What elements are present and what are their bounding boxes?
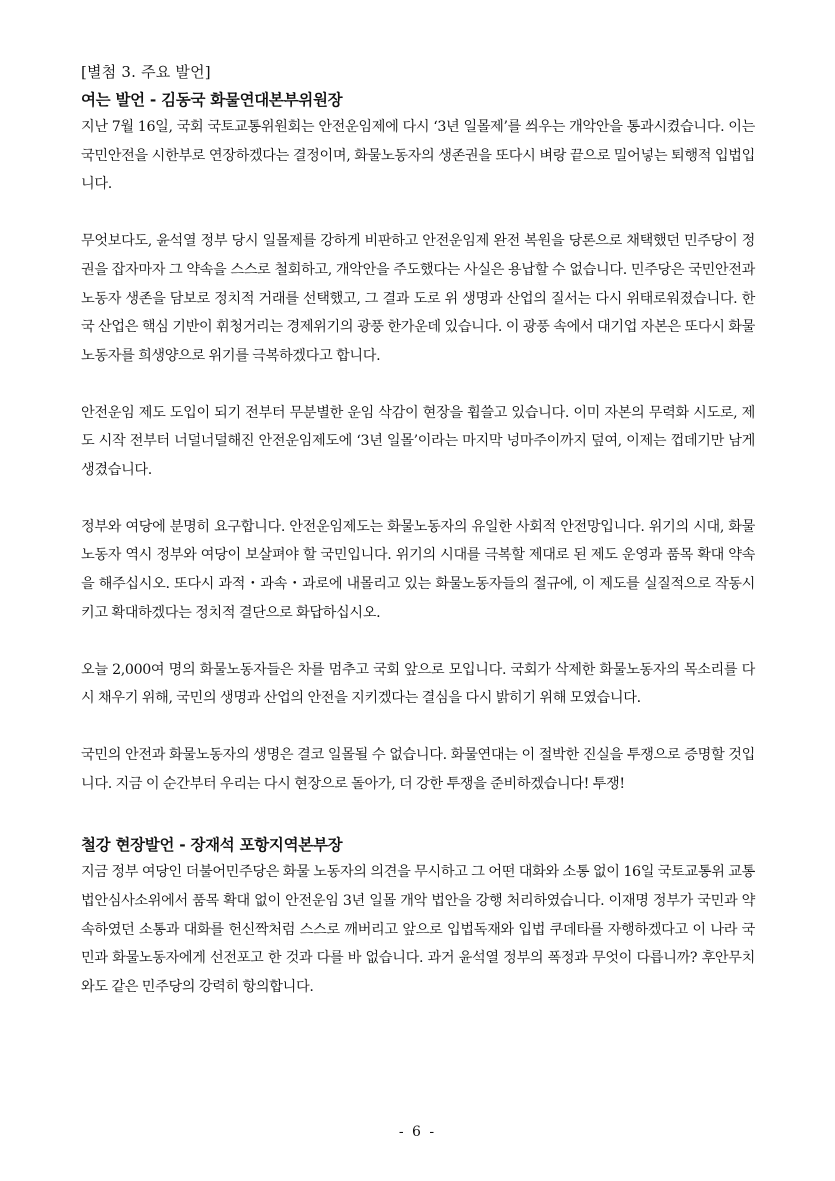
section-heading: 철강 현장발언 - 장재석 포항지역본부장 [81, 836, 343, 855]
paragraph: 오늘 2,000여 명의 화물노동자들은 차를 멈추고 국회 앞으로 모입니다. 국회가 삭제한 화물노동자의 목소리를 다시 채우기 위해, 국민의 생명과 산업의 안전을 지키겠다는 결심을 다시 밝히기 위해 모였습니다. [81, 661, 755, 707]
paragraph: 지난 7월 16일, 국회 국토교통위원회는 안전운임제에 다시 ‘3년 일몰제’를 씌우는 개악안을 통과시켰습니다. 이는 국민안전을 시한부로 연장하겠다는 결정이며, 화물노동자의 생존권을 또다시 벼랑 끝으로 밀어넣는 퇴행적 입법입니다. [81, 119, 755, 193]
section-steel-site-remarks [81, 832, 755, 1002]
page-number: - 6 - [398, 1124, 437, 1140]
section-heading: 여는 발언 - 김동국 화물연대본부위원장 [81, 91, 343, 109]
section-opening-remarks [81, 87, 755, 798]
paragraph-spacer [81, 713, 755, 741]
paragraph: 정부와 여당에 분명히 요구합니다. 안전운임제도는 화물노동자의 유일한 사회적 안전망입니다. 위기의 시대, 화물노동자 역시 정부와 여당이 보살펴야 할 국민입니다. 위기의 시대를 극복할 제대로 된 제도 운영과 품목 확대 약속을 해주십시오. 또다시 과적・과속・과로에 내몰리고 있는 화물노동자들의 절규에, 이 제도를 실질적으로 작동시키고 확대하겠다는 정치적 결단으로 화답하십시오. [81, 518, 755, 621]
document-page [81, 61, 755, 1002]
section-spacer [81, 798, 755, 832]
paragraph: 무엇보다도, 윤석열 정부 당시 일몰제를 강하게 비판하고 안전운임제 완전 복원을 당론으로 채택했던 민주당이 정권을 잡자마자 그 약속을 스스로 철회하고, 개악안을 주도했다는 사실은 용납할 수 없습니다. 민주당은 국민안전과 노동자 생존을 담보로 정치적 거래를 선택했고, 그 결과 도로 위 생명과 산업의 질서는 다시 위태로워졌습니다. 한국 산업은 핵심 기반이 휘청거리는 경제위기의 광풍 한가운데 있습니다. 이 광풍 속에서 대기업 자본은 또다시 화물노동자를 희생양으로 위기를 극복하겠다고 합니다. [81, 233, 755, 364]
paragraph: 국민의 안전과 화물노동자의 생명은 결코 일몰될 수 없습니다. 화물연대는 이 절박한 진실을 투쟁으로 증명할 것입니다. 지금 이 순간부터 우리는 다시 현장으로 돌아가, 더 강한 투쟁을 준비하겠습니다! 투쟁! [81, 746, 755, 792]
paragraph-spacer [81, 628, 755, 656]
paragraph: 안전운임 제도 도입이 되기 전부터 무분별한 운임 삭감이 현장을 휩쓸고 있습니다. 이미 자본의 무력화 시도로, 제도 시작 전부터 너덜너덜해진 안전운임제도에 ‘3년 일몰’이라는 마지막 넝마주이까지 덮여, 이제는 껍데기만 남게 생겼습니다. [81, 404, 755, 479]
paragraph-spacer [81, 199, 755, 227]
paragraph-spacer [81, 485, 755, 513]
annex-label: [별첨 3. 주요 발언] [81, 63, 211, 81]
paragraph-spacer [81, 371, 755, 399]
paragraph: 지금 정부 여당인 더불어민주당은 화물 노동자의 의견을 무시하고 그 어떤 대화와 소통 없이 16일 국토교통위 교통법안심사소위에서 품목 확대 없이 안전운임 3년 일몰 개악 법안을 강행 처리하였습니다. 이재명 정부가 국민과 약속하였던 소통과 대화를 헌신짝처럼 스스로 깨버리고 앞으로 입법독재와 입법 쿠데타를 자행하겠다고 이 나라 국민과 화물노동자에게 선전포고 한 것과 다를 바 없습니다. 과거 윤석열 정부의 폭정과 무엇이 다릅니까? 후안무치와도 같은 민주당의 강력히 항의합니다. [81, 864, 755, 996]
